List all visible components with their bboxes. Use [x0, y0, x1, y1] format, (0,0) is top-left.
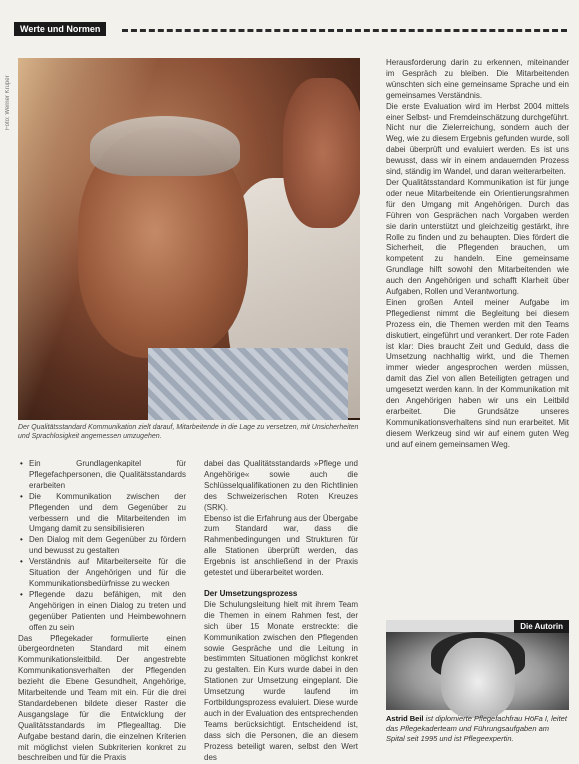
main-photo — [18, 58, 360, 420]
body-paragraph: Der Qualitätsstandard Kommunikation ist für junge oder neue Mitarbeitende ein Orientierungsrahmen für den Umgang mit Angehörigen. Durch das Führen von Gesprächen nach Vorgaben werden sie darin unterstützt und gleichzeitig gestärkt, ihre Rolle zu finden und zu behaupten. Dies fördert die Sicherheit, die Pflegenden brauchen, um kompetent zu handeln. Eine gemeinsame Grundlage hilft sowohl den Mitarbeitenden wie auch den Angehörigen und schafft Klarheit über Aufgaben, Rollen und Verantwortung. — [386, 178, 569, 298]
body-paragraph: Herausforderung darin zu erkennen, miteinander im Gespräch zu bleiben. Die Mitarbeitenden wünschten sich eine gemeinsame Sprache und ein gemeinsames Verständnis. — [386, 58, 569, 102]
section-header — [14, 22, 106, 36]
section-tag: Werte und Normen — [14, 22, 106, 36]
body-paragraph: Einen großen Anteil meiner Aufgabe im Pflegedienst nimmt die Begleitung bei diesem Prozess ein, die Themen werden mit den Teams diskutiert, eingeführt und verankert. Der rote Faden ist klar: Dies braucht Zeit und Geduld, dass die Umsetzung nachhaltig wirkt, und die Themen immer wieder angesprochen werden müssen, damit das Ziel von allen Beteiligten getragen und umgesetzt werden kann. In der Kommunikation mit den Angehörigen haben wir uns ein Leitbild erarbeitet. Die Grundsätze unseres Kommunikationsverhaltens sind nun erarbeitet. Mit diesem Werkzeug sind wir auf einem guten Weg und auf einem gemeinsamen Weg. — [386, 298, 569, 451]
subheading: Der Umsetzungsprozess — [204, 589, 358, 600]
author-tag: Die Autorin — [514, 620, 569, 633]
list-item: • Den Dialog mit dem Gegenüber zu fördern und bewusst zu gestalten — [29, 535, 186, 557]
author-photo — [386, 632, 569, 710]
author-box — [386, 620, 569, 710]
author-bio-text: ist diplomierte Pflegefachfrau HöFa I, leitet das Pflegekaderteam und Führungsaufgaben am Spital seit 1995 und ist Pflegeexpertin. — [386, 714, 567, 743]
left-column — [18, 459, 186, 764]
right-column — [386, 58, 569, 451]
body-paragraph: Die erste Evaluation wird im Herbst 2004 mittels einer Selbst- und Fremdeinschätzung durchgeführt. Nicht nur die Zielerreichung, sondern auch der Weg, wie zu diesem Ergebnis gefunden wurde, soll dabei überprüft und evaluiert werden. Es ist uns bewusst, dass wir in einem andauernden Prozess sind, ständig im Wandel, und daran weiterarbeiten. — [386, 102, 569, 178]
list-item: • Pflegende dazu befähigen, mit den Angehörigen in einen Dialog zu treten und gegenüber Patienten und Heimbewohnern offen zu sein — [29, 590, 186, 634]
photo-caption: Der Qualitätsstandard Kommunikation zielt darauf, Mitarbeitende in die Lage zu versetzen, mit Unsicherheiten und Sprachlosigkeit angemessen umzugehen. — [18, 423, 360, 441]
body-paragraph: Das Pflegekader formulierte einen übergeordneten Standard mit einem Kommunikationsleitbild. Der angestrebte Kommunikationsverhalten der Pflegenden bezieht die Ebene Gesundheit, Angehörige, Mitarbeitende und Team mit ein. Für die drei Standardebenen bildete dieser Raster die Ausgangslage für die Entwicklung der Qualitätsstandards im Pflegealltag. Die Aufgabe bestand darin, die einzelnen Kriterien mit möglichst vielen Subkriterien konkret zu beschreiben und für die Praxis — [18, 634, 186, 764]
body-paragraph: dabei das Qualitätsstandards »Pflege und Angehörige« sowie auch die Schlüsselqualifikationen zu den Richtlinien des Schweizerischen Roten Kreuzes (SRK). — [204, 459, 358, 514]
author-bio — [386, 714, 569, 744]
body-paragraph: Die Schulungsleitung hielt mit ihrem Team die Themen in einem Rahmen fest, der sich über 15 Monate erstreckte: die Kommunikation zwischen den Pflegenden sowie Gespräche und die Leitung in bestimmten Situationen möglichst konkret zu gestalten. Ein Kurs wurde dabei in den Stationen zur Umsetzung eingeplant. Die Umsetzung wurde laufend im Fortbildungsprozess evaluiert. Diese wurde auch in der Evaluation des entsprechenden Teams berücksichtigt. Entscheidend ist, dass sich die Personen, die an diesem Prozess beteiligt waren, selbst den Wert des — [204, 600, 358, 764]
goal-list — [18, 459, 186, 634]
header-rule — [122, 29, 567, 32]
photo-credit: Foto: Werner Krüper — [5, 70, 15, 130]
list-item: • Die Kommunikation zwischen der Pflegenden und dem Gegenüber zu verbessern und die Mitarbeitenden im Umgang damit zu sensibilisieren — [29, 492, 186, 536]
list-item: • Verständnis auf Mitarbeiterseite für die Situation der Angehörigen und für die Kommunikationsbedürfnisse zu wecken — [29, 557, 186, 590]
list-item: • Ein Grundlagenkapitel für Pflegefachpersonen, die Qualitätsstandards erarbeiten — [29, 459, 186, 492]
author-name: Astrid Beil — [386, 714, 424, 723]
middle-column — [204, 459, 358, 763]
body-paragraph: Ebenso ist die Erfahrung aus der Übergabe zum Standard war, dass die Rahmenbedingungen und Strukturen für alle Stationen überprüft werden, das Ergebnis ist anschließend in der Praxis getestet und überarbeitet worden. — [204, 514, 358, 579]
